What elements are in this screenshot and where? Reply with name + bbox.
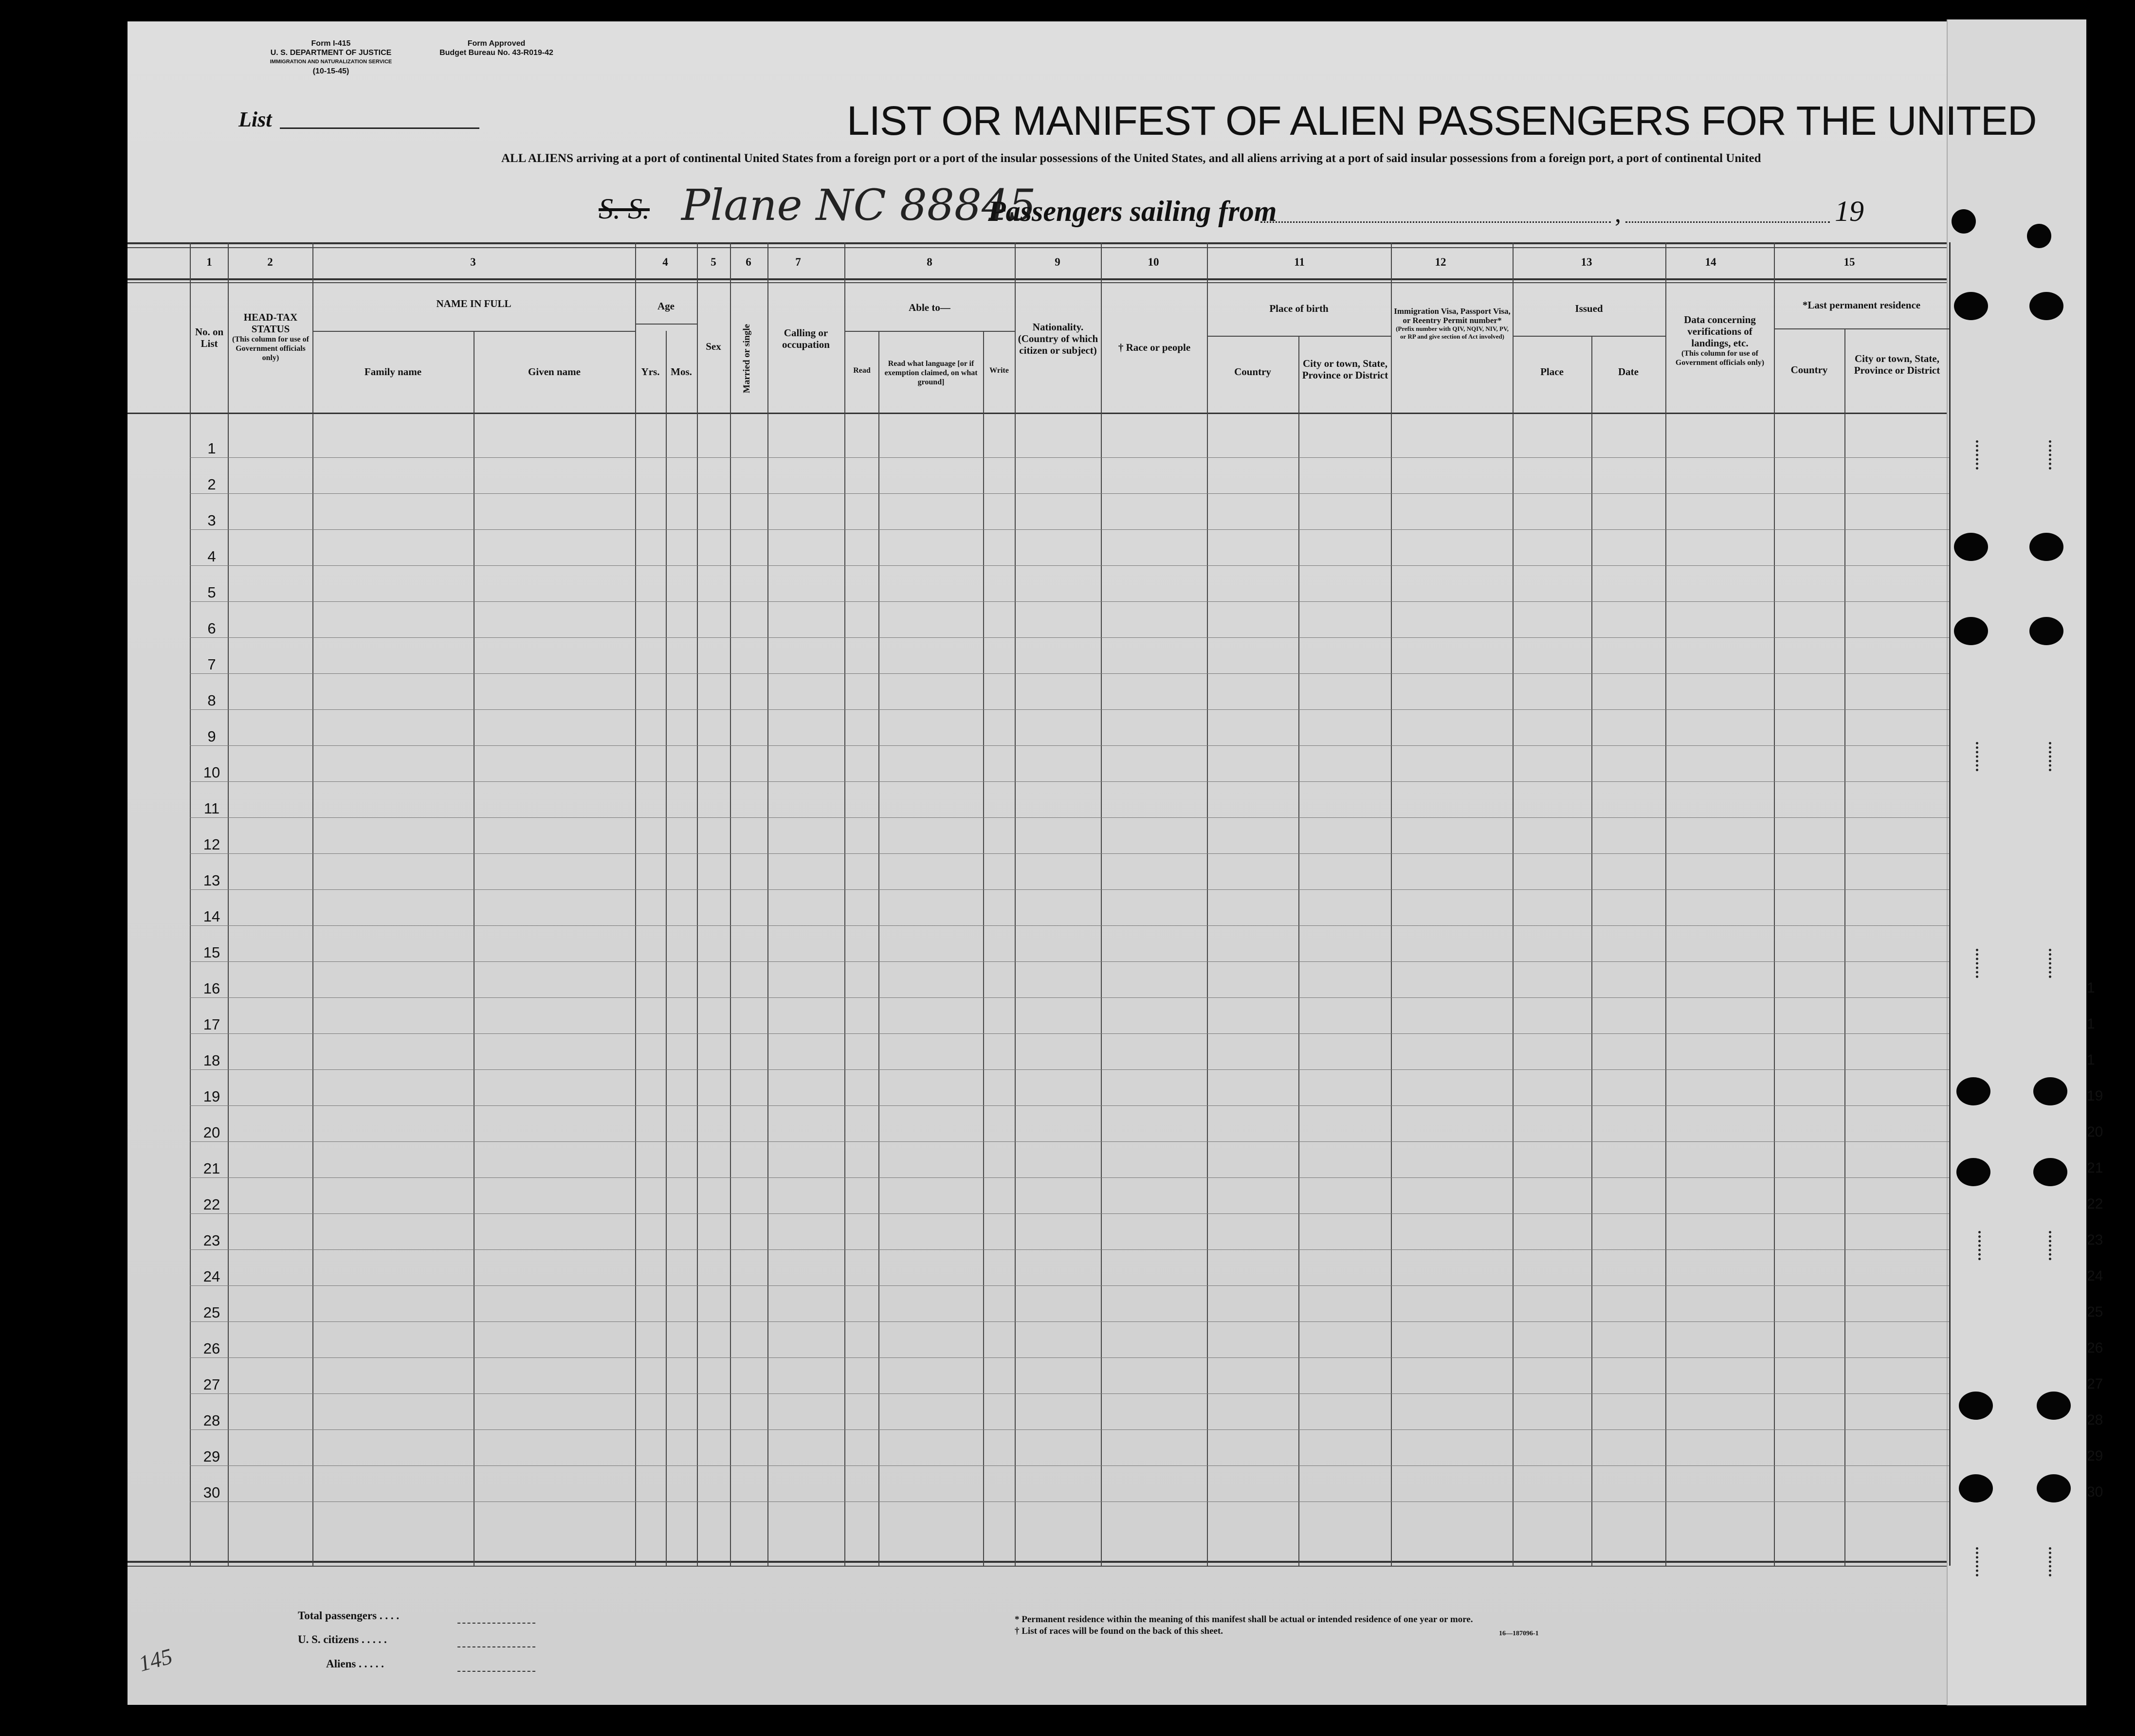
visa-title: Immigration Visa, Passport Visa, or Reentry Permit number* — [1394, 307, 1511, 325]
pob-subheader-line — [1207, 336, 1391, 337]
row-number: 6 — [207, 620, 216, 637]
header-head-tax — [230, 311, 311, 362]
colnum-10: 10 — [1148, 256, 1159, 268]
us-citizens-label: U. S. citizens . . . . . — [298, 1633, 387, 1646]
list-label: List — [238, 108, 272, 131]
table-bottom-border-2 — [128, 1566, 1947, 1567]
table-row[interactable] — [190, 673, 1949, 674]
table-row[interactable] — [190, 925, 1949, 926]
tick-mark — [2049, 742, 2054, 771]
punch-hole — [2033, 1158, 2067, 1186]
form-date: (10-15-45) — [312, 67, 349, 75]
footnote-races: † List of races will be found on the back of this sheet. — [1015, 1626, 1223, 1636]
punch-hole — [2029, 292, 2063, 320]
col-sep — [635, 242, 636, 1566]
table-row[interactable] — [190, 1429, 1949, 1430]
header-visa — [1393, 307, 1512, 341]
row-number: 9 — [207, 728, 216, 745]
col-sep — [228, 242, 229, 1566]
table-row[interactable] — [190, 637, 1949, 638]
form-header-block — [243, 39, 419, 76]
header-lr-country: Country — [1790, 364, 1828, 376]
header-no-on-list: No. on List — [195, 326, 224, 349]
header-lr-city: City or town, State, Province or District — [1854, 353, 1940, 376]
col-sep — [312, 242, 313, 1566]
sailing-date-field[interactable] — [1625, 221, 1830, 223]
approval-block — [428, 39, 565, 57]
row-number: 10 — [203, 764, 220, 781]
adjacent-row-number: 1 — [2087, 1052, 2095, 1068]
punch-hole — [1954, 617, 1988, 645]
header-place-of-birth: Place of birth — [1269, 303, 1329, 314]
header-issued-date: Date — [1618, 366, 1639, 378]
colnum-15: 15 — [1843, 256, 1855, 268]
subcol-sep — [666, 331, 667, 1566]
row-number: 18 — [203, 1052, 220, 1069]
colnum-9: 9 — [1055, 256, 1060, 268]
col-sep — [844, 242, 845, 1566]
header-race: † Race or people — [1118, 342, 1191, 353]
header-pob-country: Country — [1234, 366, 1271, 378]
table-row[interactable] — [190, 1285, 1949, 1286]
sailing-comma: , — [1615, 200, 1621, 228]
table-row[interactable] — [190, 565, 1949, 566]
tick-mark — [1976, 949, 1981, 978]
manifest-title: LIST OR MANIFEST OF ALIEN PASSENGERS FOR THE UNITED — [847, 98, 2037, 144]
colnum-1: 1 — [206, 256, 212, 268]
sailing-from-field[interactable] — [1260, 221, 1611, 223]
punch-hole — [1952, 209, 1976, 234]
form-approved: Form Approved — [467, 39, 526, 48]
adjacent-row-number: 21 — [2087, 1160, 2103, 1176]
table-top-border-2 — [128, 247, 1947, 248]
header-calling: Calling or occupation — [782, 327, 830, 350]
row-number: 19 — [203, 1088, 220, 1105]
col-sep — [730, 242, 731, 1566]
colnum-3: 3 — [470, 256, 476, 268]
visa-note: (Prefix number with QIV, NQIV, NIV, PV, or RP and give section of Act involved) — [1396, 325, 1509, 340]
punch-hole — [1954, 292, 1988, 320]
header-yrs: Yrs. — [641, 366, 660, 378]
row-number: 21 — [203, 1160, 220, 1177]
header-name-in-full: NAME IN FULL — [436, 298, 511, 309]
form-number: Form I-415 — [311, 39, 351, 48]
punch-hole — [1956, 1077, 1990, 1105]
year-prefix: 19 — [1835, 195, 1864, 227]
col-sep — [1391, 242, 1392, 1566]
table-row[interactable] — [190, 745, 1949, 746]
header-last-residence: *Last permanent residence — [1802, 299, 1921, 311]
punch-hole — [2033, 1077, 2067, 1105]
service-name: IMMIGRATION AND NATURALIZATION SERVICE — [270, 59, 392, 65]
row-number: 2 — [207, 476, 216, 493]
header-married: Married or single — [742, 324, 752, 394]
aliens-label: Aliens . . . . . — [326, 1658, 384, 1670]
ss-label: S. S. — [599, 193, 650, 225]
col-sep — [1665, 242, 1666, 1566]
colnum-11: 11 — [1294, 256, 1305, 268]
col-sep — [1513, 242, 1514, 1566]
able-subheader-line — [844, 331, 1015, 332]
total-passengers-field[interactable] — [457, 1623, 535, 1624]
punch-hole — [1959, 1474, 1993, 1502]
colnum-bottom-border-2 — [128, 282, 1947, 283]
row-number: 23 — [203, 1232, 220, 1249]
punch-hole — [2037, 1392, 2071, 1420]
row-number: 14 — [203, 908, 220, 925]
vessel-handwritten: Plane NC 88845 — [681, 180, 1036, 230]
adjacent-row-number: 29 — [2087, 1448, 2103, 1464]
colnum-4: 4 — [662, 256, 668, 268]
header-bottom-border — [128, 413, 1947, 414]
table-row[interactable] — [190, 1321, 1949, 1322]
colnum-2: 2 — [267, 256, 273, 268]
table-row[interactable] — [190, 601, 1949, 602]
header-given-name: Given name — [528, 366, 581, 378]
subcol-sep — [1844, 328, 1845, 1566]
tick-mark — [2049, 1547, 2054, 1576]
age-subheader-line — [635, 324, 697, 325]
row-number: 11 — [203, 800, 220, 817]
row-number: 1 — [207, 440, 216, 457]
row-number: 16 — [203, 980, 220, 997]
colnum-6: 6 — [746, 256, 751, 268]
tick-mark — [2049, 949, 2054, 978]
table-bottom-border — [128, 1561, 1947, 1563]
table-row[interactable] — [190, 1105, 1949, 1106]
punch-hole — [2027, 224, 2051, 248]
table-row[interactable] — [190, 1141, 1949, 1142]
row-number: 29 — [203, 1448, 220, 1465]
table-row[interactable] — [190, 457, 1949, 458]
table-row[interactable] — [190, 997, 1949, 998]
table-top-border — [128, 242, 1947, 244]
table-row[interactable] — [190, 1357, 1949, 1358]
subcol-sep — [1591, 336, 1592, 1566]
tick-mark — [2049, 440, 2054, 470]
head-tax-note: (This column for use of Government officials only) — [232, 335, 309, 362]
row-number: 4 — [207, 548, 216, 565]
adjacent-row-number: 27 — [2087, 1376, 2103, 1392]
header-issued-place: Place — [1540, 366, 1564, 378]
col-sep — [697, 242, 698, 1566]
passengers-sailing-from-label: Passengers sailing from — [988, 195, 1277, 227]
name-subheader-line — [312, 331, 635, 332]
adjacent-row-number: 19 — [2087, 1088, 2103, 1104]
tick-mark — [1976, 440, 1981, 470]
adjacent-row-number: 28 — [2087, 1412, 2103, 1428]
row-number: 24 — [203, 1268, 220, 1285]
row-number: 13 — [203, 872, 220, 889]
row-number: 5 — [207, 584, 216, 601]
col-sep — [190, 242, 191, 1566]
print-code: 16—187096-1 — [1499, 1630, 1539, 1637]
table-row[interactable] — [190, 889, 1949, 890]
header-family-name: Family name — [364, 366, 422, 378]
tick-mark — [2049, 1231, 2054, 1260]
colnum-5: 5 — [711, 256, 716, 268]
table-row[interactable] — [190, 1213, 1949, 1214]
row-number: 28 — [203, 1412, 220, 1429]
subcol-sep — [983, 331, 984, 1566]
col-sep-right — [1949, 242, 1951, 1566]
header-sex: Sex — [706, 341, 721, 352]
colnum-8: 8 — [927, 256, 932, 268]
manifest-sheet — [128, 21, 2086, 1705]
col-sep — [1101, 242, 1102, 1566]
adjacent-row-number: 20 — [2087, 1124, 2103, 1140]
issued-subheader-line — [1513, 336, 1665, 337]
colnum-bottom-border — [128, 278, 1947, 280]
colnum-12: 12 — [1435, 256, 1446, 268]
header-write: Write — [989, 366, 1009, 375]
col-sep — [767, 242, 768, 1566]
punch-hole — [2037, 1474, 2071, 1502]
colnum-7: 7 — [795, 256, 801, 268]
header-data-concerning — [1667, 314, 1772, 367]
row-number: 8 — [207, 692, 216, 709]
adjacent-row-number: 23 — [2087, 1232, 2103, 1248]
header-mos: Mos. — [671, 366, 692, 378]
table-row[interactable] — [190, 1249, 1949, 1250]
row-number: 12 — [203, 836, 220, 853]
header-issued: Issued — [1575, 303, 1603, 314]
row-number: 15 — [203, 944, 220, 961]
punch-hole — [2029, 617, 2063, 645]
footnote-permanent-residence: * Permanent residence within the meaning of this manifest shall be actual or intended residence of one year or more. — [1015, 1614, 1473, 1625]
table-row[interactable] — [190, 853, 1949, 854]
table-row[interactable] — [190, 961, 1949, 962]
subcol-sep — [1298, 336, 1299, 1566]
table-row[interactable] — [190, 709, 1949, 710]
table-row[interactable] — [190, 493, 1949, 494]
adjacent-row-number: 22 — [2087, 1196, 2103, 1212]
aliens-field[interactable] — [457, 1671, 535, 1672]
row-number: 25 — [203, 1304, 220, 1321]
manifest-subtitle: ALL ALIENS arriving at a port of continental United States from a foreign port or a port of the insular possessions of the United States, and all aliens arriving at a port of said insular possessions from a foreign port, a port of continental United — [501, 152, 1761, 165]
punch-hole — [1959, 1392, 1993, 1420]
row-number: 20 — [203, 1124, 220, 1141]
table-row[interactable] — [190, 529, 1949, 530]
data-concerning-title: Data concerning verifications of landings, etc. — [1684, 314, 1756, 349]
header-age: Age — [657, 300, 675, 312]
adjacent-row-number: 1 — [2087, 980, 2095, 996]
row-number: 3 — [207, 512, 216, 529]
header-pob-city: City or town, State, Province or District — [1302, 358, 1388, 381]
tick-mark — [1978, 1231, 1984, 1260]
list-number-field[interactable] — [280, 127, 479, 129]
punch-hole — [1954, 533, 1988, 561]
margin-handwritten-number: 145 — [136, 1643, 175, 1677]
subcol-sep — [878, 331, 879, 1566]
col-sep — [1015, 242, 1016, 1566]
header-read-what: Read what language [or if exemption claimed, on what ground] — [884, 360, 978, 386]
total-passengers-label: Total passengers . . . . — [298, 1609, 400, 1622]
header-able-to: Able to— — [909, 302, 950, 313]
table-row[interactable] — [190, 1465, 1949, 1466]
table-row[interactable] — [190, 1393, 1949, 1394]
header-read: Read — [853, 366, 871, 375]
tick-mark — [1976, 1547, 1981, 1576]
row-number: 17 — [203, 1016, 220, 1033]
col-sep — [1207, 242, 1208, 1566]
adjacent-row-number: 26 — [2087, 1340, 2103, 1356]
row-number: 7 — [207, 656, 216, 673]
lr-subheader-line — [1774, 328, 1949, 329]
row-number: 26 — [203, 1340, 220, 1357]
table-row[interactable] — [190, 781, 1949, 782]
table-row[interactable] — [190, 1069, 1949, 1070]
head-tax-title: HEAD-TAX STATUS — [243, 311, 298, 335]
row-number: 27 — [203, 1376, 220, 1393]
budget-bureau: Budget Bureau No. 43-R019-42 — [439, 49, 553, 57]
adjacent-row-number: 1 — [2087, 1016, 2095, 1032]
adjacent-sheet-strip — [1947, 19, 2086, 1705]
data-concerning-note: (This column for use of Government officials only) — [1675, 349, 1765, 367]
table-row[interactable] — [190, 1033, 1949, 1034]
table-row[interactable] — [190, 1177, 1949, 1178]
colnum-13: 13 — [1581, 256, 1592, 268]
header-nationality: Nationality. (Country of which citizen or subject) — [1018, 321, 1098, 356]
adjacent-row-number: 30 — [2087, 1484, 2103, 1500]
tick-mark — [1976, 742, 1981, 771]
us-citizens-field[interactable] — [457, 1646, 535, 1647]
punch-hole — [1956, 1158, 1990, 1186]
row-number: 30 — [203, 1484, 220, 1501]
adjacent-row-number: 25 — [2087, 1304, 2103, 1320]
row-number: 22 — [203, 1196, 220, 1213]
adjacent-row-number: 24 — [2087, 1268, 2103, 1284]
punch-hole — [2029, 533, 2063, 561]
colnum-14: 14 — [1705, 256, 1716, 268]
col-sep — [1774, 242, 1775, 1566]
table-row[interactable] — [190, 817, 1949, 818]
department-name: U. S. DEPARTMENT OF JUSTICE — [270, 49, 392, 57]
table-row[interactable] — [190, 1501, 1949, 1502]
